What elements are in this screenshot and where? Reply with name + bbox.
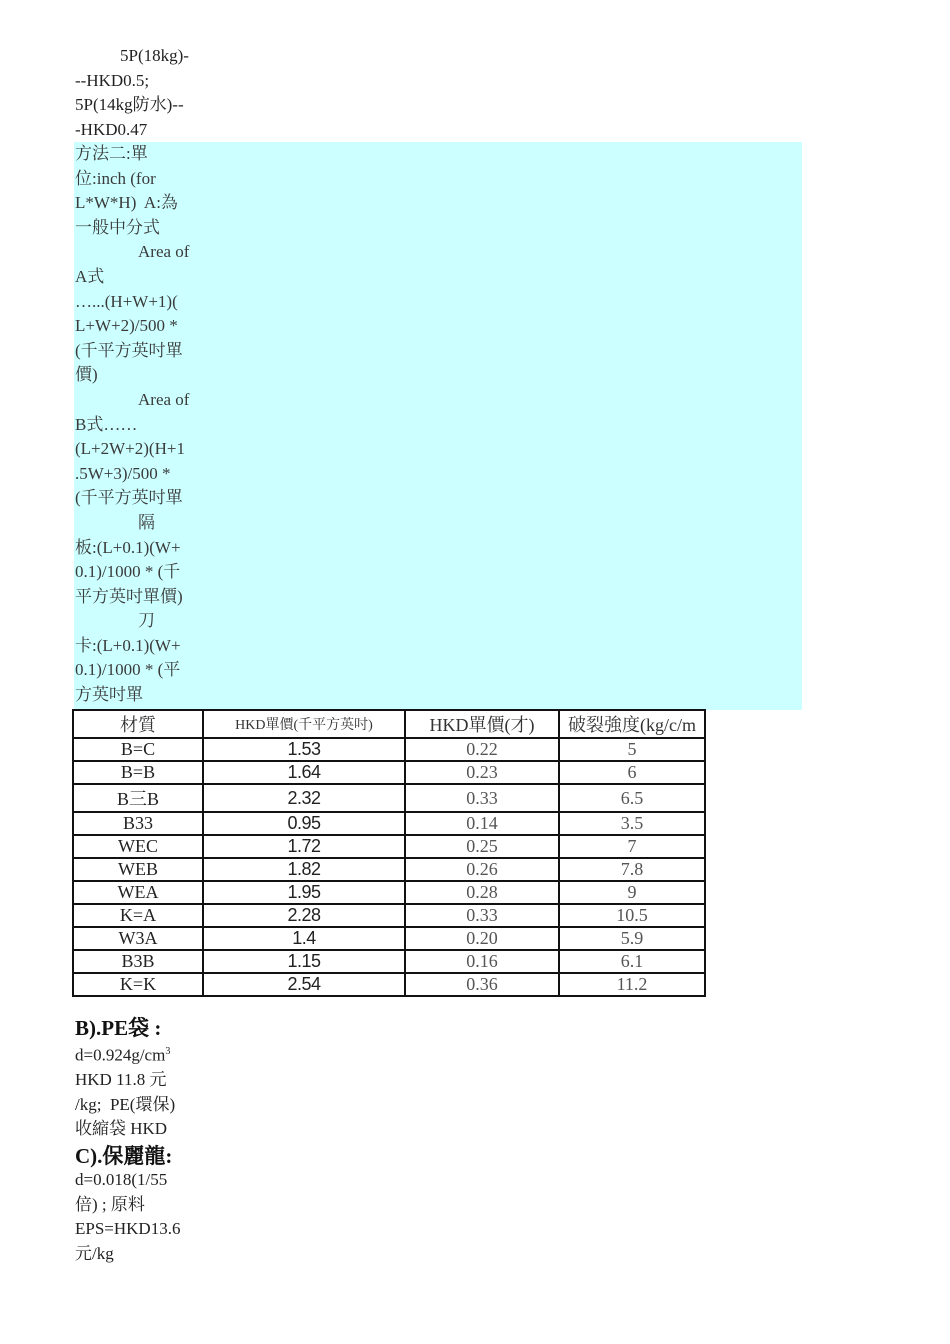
cell-material: WEC — [73, 835, 203, 858]
pe-density-value: d=0.924g/cm — [75, 1045, 166, 1065]
cell-material: B三B — [73, 784, 203, 812]
table-row — [73, 812, 705, 835]
formula-line: B式…… — [75, 414, 138, 434]
cell-burst-strength: 7.8 — [559, 858, 705, 881]
cell-price-cai: 0.22 — [405, 738, 559, 761]
cell-burst-strength: 9 — [559, 881, 705, 904]
cell-burst-strength: 5.9 — [559, 927, 705, 950]
cell-burst-strength: 6.1 — [559, 950, 705, 973]
formula-line: (L+2W+2)(H+1 — [75, 439, 185, 459]
cell-burst-strength: 11.2 — [559, 973, 705, 996]
cell-material: K=K — [73, 973, 203, 996]
section-c-heading: C).保麗龍: — [75, 1144, 173, 1168]
formula-line: L+W+2)/500 * — [75, 316, 178, 336]
cell-burst-strength: 5 — [559, 738, 705, 761]
pe-line: /kg; PE(環保) — [75, 1094, 176, 1114]
cell-price-ksqin: 2.28 — [203, 904, 405, 927]
formula-line: 隔 — [138, 512, 155, 532]
table-row — [73, 784, 705, 812]
cell-price-ksqin: 1.53 — [203, 738, 405, 761]
section-b-body — [75, 1040, 200, 1142]
table-row — [73, 904, 705, 927]
eps-line: EPS=HKD13.6 — [75, 1219, 181, 1239]
formula-line: 0.1)/1000 * (千 — [75, 562, 181, 582]
cell-price-cai: 0.33 — [405, 904, 559, 927]
top-line: 5P(18kg)- — [120, 46, 189, 65]
cell-burst-strength: 6 — [559, 761, 705, 784]
table-row — [73, 973, 705, 996]
cell-price-cai: 0.26 — [405, 858, 559, 881]
cell-price-ksqin: 2.32 — [203, 784, 405, 812]
table-row — [73, 881, 705, 904]
formula-line: 方英吋單 — [75, 685, 143, 705]
pe-density — [75, 1040, 200, 1068]
cell-price-cai: 0.36 — [405, 973, 559, 996]
formula-line: 位:inch (for — [75, 168, 156, 188]
cell-price-cai: 0.25 — [405, 835, 559, 858]
cell-price-cai: 0.28 — [405, 881, 559, 904]
table-row — [73, 738, 705, 761]
formula-line: 價) — [75, 365, 98, 385]
formula-line: 刀 — [138, 611, 155, 631]
cell-price-cai: 0.16 — [405, 950, 559, 973]
cell-price-ksqin: 0.95 — [203, 812, 405, 835]
header-burst-strength: 破裂強度(kg/c/m — [559, 710, 705, 738]
formula-line: .5W+3)/500 * — [75, 463, 171, 483]
cell-material: B33 — [73, 812, 203, 835]
table-row — [73, 761, 705, 784]
cell-price-cai: 0.20 — [405, 927, 559, 950]
formula-line: Area of — [138, 389, 190, 409]
eps-line: d=0.018(1/55 — [75, 1170, 168, 1189]
section-b-heading: B).PE袋 : — [75, 1016, 162, 1040]
pe-density-sup: 3 — [165, 1046, 171, 1057]
table-row — [73, 950, 705, 973]
cell-burst-strength: 10.5 — [559, 904, 705, 927]
method2-formulas — [75, 142, 200, 708]
formula-line: 0.1)/1000 * (平 — [75, 660, 181, 680]
cell-price-cai: 0.23 — [405, 761, 559, 784]
header-price-cai: HKD單價(才) — [405, 710, 559, 738]
formula-line: 方法二:單 — [75, 144, 148, 163]
cell-price-ksqin: 1.15 — [203, 950, 405, 973]
eps-line: 倍) ; 原料 — [75, 1194, 145, 1214]
cell-material: WEB — [73, 858, 203, 881]
table-row — [73, 835, 705, 858]
table-header-row — [73, 710, 705, 738]
pe-line: HKD 11.8 元 — [75, 1070, 167, 1090]
cell-burst-strength: 3.5 — [559, 812, 705, 835]
cell-material: W3A — [73, 927, 203, 950]
top-line: --HKD0.5; — [75, 70, 150, 90]
formula-line: L*W*H) A:為 — [75, 193, 178, 213]
cell-price-ksqin: 2.54 — [203, 973, 405, 996]
formula-line: A式 — [75, 266, 105, 286]
cell-material: B=C — [73, 738, 203, 761]
header-material: 材質 — [73, 710, 203, 738]
cell-burst-strength: 6.5 — [559, 784, 705, 812]
pe-line: 收縮袋 HKD — [75, 1119, 168, 1139]
cell-price-cai: 0.14 — [405, 812, 559, 835]
formula-line: Area of — [138, 242, 190, 262]
top-line: 5P(14kg防水)-- — [75, 95, 184, 115]
cell-price-ksqin: 1.82 — [203, 858, 405, 881]
formula-line: 板:(L+0.1)(W+ — [75, 537, 181, 557]
formula-line: 平方英吋單價) — [75, 586, 183, 606]
material-price-table — [72, 709, 706, 997]
formula-line: 一般中分式 — [75, 217, 160, 237]
cell-price-cai: 0.33 — [405, 784, 559, 812]
cell-material: B=B — [73, 761, 203, 784]
table-row — [73, 927, 705, 950]
cell-burst-strength: 7 — [559, 835, 705, 858]
cell-material: WEA — [73, 881, 203, 904]
cell-material: K=A — [73, 904, 203, 927]
formula-line: (千平方英吋單 — [75, 340, 183, 360]
table-row — [73, 858, 705, 881]
eps-line: 元/kg — [75, 1243, 114, 1263]
cell-material: B3B — [73, 950, 203, 973]
formula-line: 卡:(L+0.1)(W+ — [75, 635, 181, 655]
cell-price-ksqin: 1.95 — [203, 881, 405, 904]
cell-price-ksqin: 1.4 — [203, 927, 405, 950]
formula-line: …...(H+W+1)( — [75, 291, 178, 311]
formula-line: (千平方英吋單 — [75, 488, 183, 508]
section-c-body — [75, 1168, 200, 1266]
top-price-notes — [75, 44, 200, 142]
cell-price-ksqin: 1.64 — [203, 761, 405, 784]
top-line: -HKD0.47 — [75, 119, 148, 139]
cell-price-ksqin: 1.72 — [203, 835, 405, 858]
header-price-ksqin: HKD單價(千平方英吋) — [203, 710, 405, 738]
